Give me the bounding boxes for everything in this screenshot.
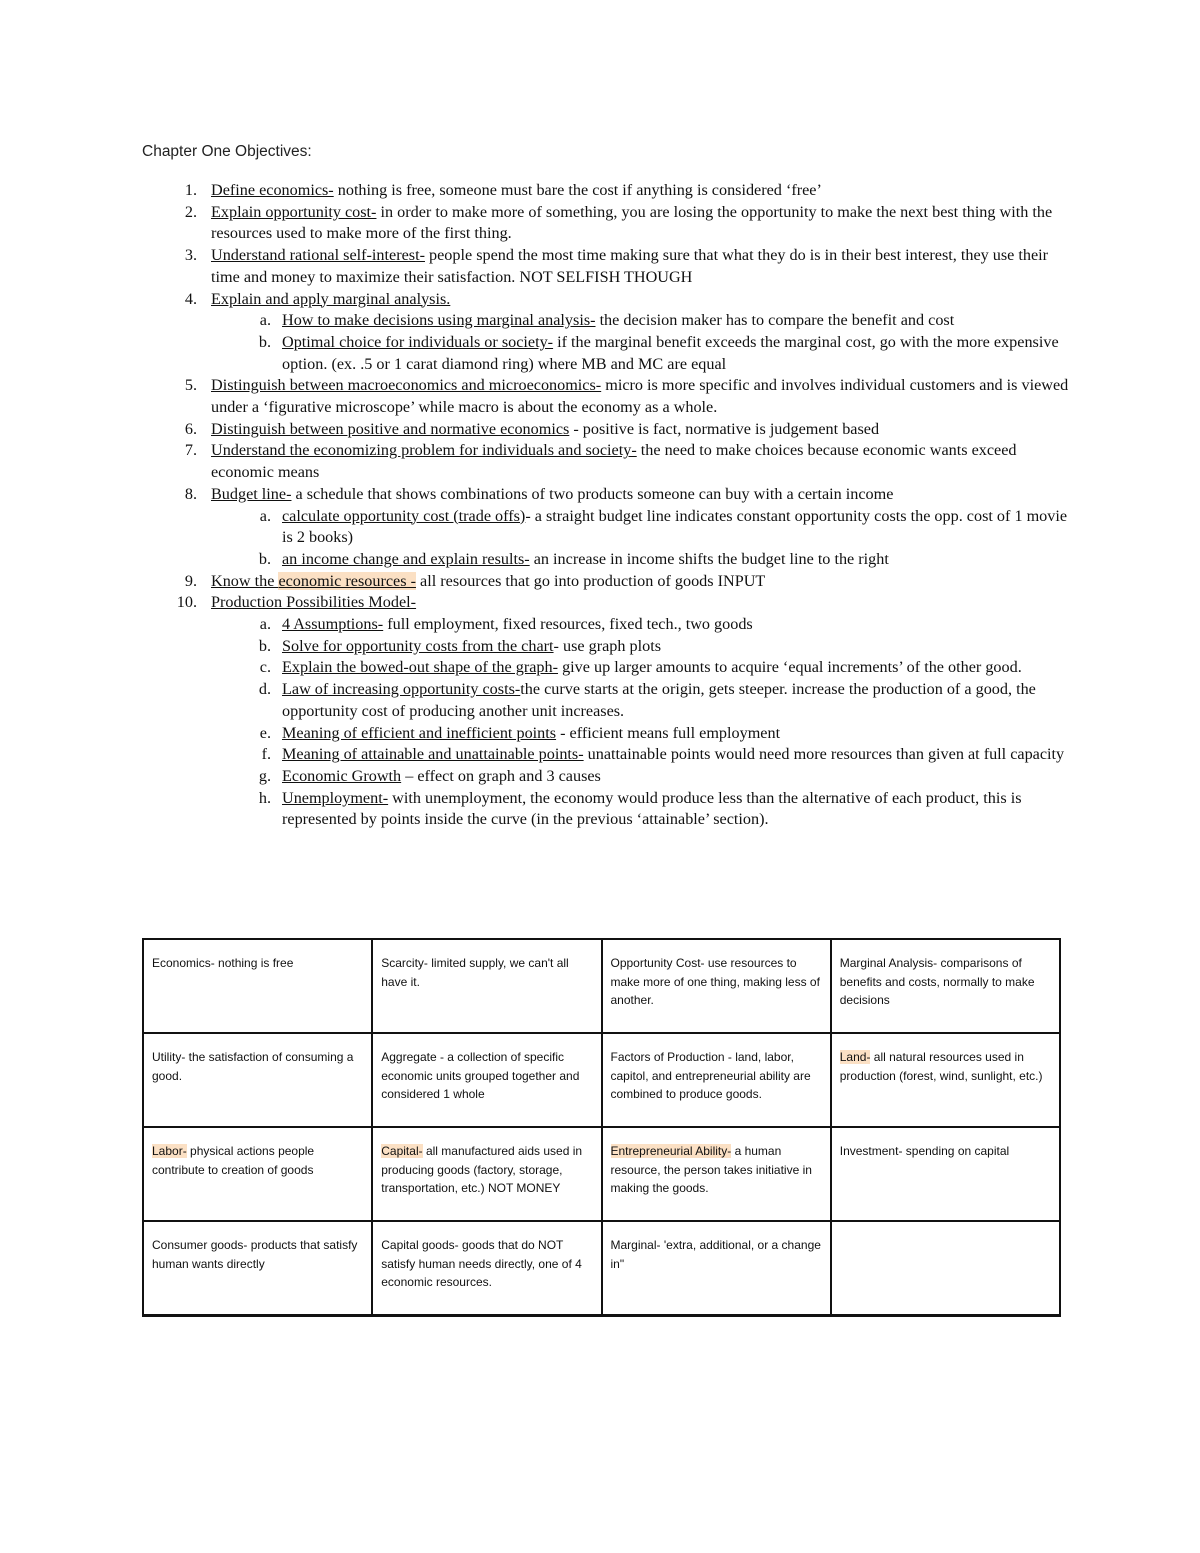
objective-subitem-text: – effect on graph and 3 causes [401,766,601,785]
cell-text: Marginal Analysis- comparisons of benefits and costs, normally to make decisions [839,956,1035,1007]
objective-subitem-text: - efficient means full employment [556,723,781,742]
objective-subitem-number: g. [258,766,271,785]
table-cell [143,1033,372,1127]
objective-subitem-term: Unemployment- [282,788,389,807]
objective-item-text: a schedule that shows combinations of two products someone can buy with a certain income [291,484,894,503]
objective-subitem-number: b. [258,636,271,655]
objective-subitem-text: give up larger amounts to acquire ‘equal increments’ of the other good. [558,658,1022,677]
cell-text: Capital goods- goods that do NOT satisfy human needs directly, one of 4 economic resources. [381,1238,582,1289]
objective-subitem-term: 4 Assumptions- [282,615,384,634]
objective-item [142,180,1072,202]
objective-item-text: all resources that go into production of goods INPUT [415,571,766,590]
objective-item-term: Define economics- [211,181,334,199]
objective-subitem-term: Meaning of efficient and inefficient points [282,723,557,742]
objective-subitem-number: f. [261,745,271,764]
table-row [143,1127,1060,1221]
objective-item-number: 9. [184,571,197,590]
objective-subitem [142,744,1072,766]
objective-subitem [142,766,1072,788]
objective-subitem-text: the decision maker has to compare the benefit and cost [595,311,955,330]
objective-item-term: Budget line- [211,484,292,503]
objective-subitem [142,332,1072,375]
objective-item-term: Production Possibilities Model- [211,593,417,612]
objective-subitem [142,614,1072,636]
objective-subitem-term: Law of increasing opportunity costs- [282,680,521,699]
objective-item-number: 8. [184,484,197,503]
objective-subitem-text: if the marginal benefit exceeds the marginal cost, go with the more expensive option. (ex. .5 or 1 carat diamond ring) where MB and MC are equal [282,332,1059,373]
objective-subitem-text: - use graph plots [553,636,661,655]
table-cell [602,1033,831,1127]
objective-subitem [142,723,1072,745]
objective-subitem-term: How to make decisions using marginal analysis- [282,311,596,330]
objective-item [142,592,1072,831]
objective-item-number: 6. [184,419,197,438]
objective-item-number: 7. [184,441,197,460]
cell-text: Opportunity Cost- use resources to make more of one thing, making less of another. [610,956,820,1007]
table-cell [831,1033,1060,1127]
objective-item [142,375,1072,418]
objective-subitem-term: Optimal choice for individuals or society- [282,332,554,351]
objective-subitem-text: the curve starts at the origin, gets steeper. increase the production of a good, the opportunity cost of producing another unit increases. [282,680,1036,720]
objective-item [142,289,1072,376]
objective-subitem-term: Meaning of attainable and unattainable points- [282,745,584,764]
objective-item-number: 1. [184,181,197,199]
objective-subitem [142,549,1072,571]
objective-item-number: 10. [176,593,197,612]
cell-text: Economics- nothing is free [152,956,294,970]
objective-subitem-number: a. [259,311,271,330]
table-cell [831,1221,1060,1316]
objective-item [142,440,1072,483]
objective-subitem [142,679,1072,722]
objective-item-term: Understand rational self-interest- [211,246,425,265]
objective-subitem-term: an income change and explain results- [282,549,530,568]
objective-subitem-text: with unemployment, the economy would produce less than the alternative of each product, this is represented by points inside the curve (in the previous ‘attainable’ section). [282,788,1022,829]
objective-subitem-number: e. [259,723,271,742]
objective-item-highlight: economic resources - [278,571,416,590]
objective-item-number: 2. [184,202,197,221]
cell-highlight-term: Entrepreneurial Ability- [610,1144,732,1158]
objective-item [142,245,1072,288]
objective-item-term: Explain opportunity cost- [211,202,377,221]
objective-subitem-text: full employment, fixed resources, fixed tech., two goods [383,615,753,634]
cell-highlight-term: Labor- [152,1144,187,1158]
table-cell [372,1127,601,1221]
cell-text: all natural resources used in production (forest, wind, sunlight, etc.) [839,1050,1043,1083]
objective-subitem-number: b. [258,332,271,351]
table-cell [602,939,831,1033]
table-cell [143,939,372,1033]
objective-item-text: people spend the most time making sure that what they do is in their best interest, they use their time and money to maximize their satisfaction. NOT SELFISH THOUGH [211,246,1049,286]
table-cell [143,1221,372,1316]
vocabulary-table [142,938,1061,1317]
objective-subitem-number: c. [259,658,271,677]
objective-subitem-term: Explain the bowed-out shape of the graph- [282,658,559,677]
objective-item-text: in order to make more of something, you are losing the opportunity to make the next best thing with the resources used to make more of the first thing. [211,202,1053,243]
objective-subitem-text: an increase in income shifts the budget line to the right [529,549,889,568]
objective-item [142,202,1072,245]
cell-text: all manufactured aids used in producing goods (factory, storage, transportation, etc.) NOT MONEY [381,1144,583,1195]
objective-item-term: Understand the economizing problem for individuals and society- [211,441,637,460]
table-cell [372,939,601,1033]
objective-subitem-text: - a straight budget line indicates constant opportunity costs the opp. cost of 1 movie is 2 books) [282,506,1068,547]
objective-subitem [142,636,1072,658]
objective-item-text: - positive is fact, normative is judgement based [569,419,880,438]
cell-text: Marginal- 'extra, additional, or a change in" [610,1238,821,1271]
table-cell [831,1127,1060,1221]
objective-subitem-term: calculate opportunity cost (trade offs) [282,506,526,525]
objective-item [142,571,1072,593]
objective-item-text: micro is more specific and involves individual customers and is viewed under a ‘figurative microscope’ while macro is about the economy as a whole. [211,376,1069,417]
cell-text: Scarcity- limited supply, we can't all have it. [381,956,569,989]
objective-item-number: 5. [184,376,197,395]
table-cell [372,1221,601,1316]
objective-item [142,484,1072,571]
table-cell [372,1033,601,1127]
objective-subitem-text: unattainable points would need more resources than given at full capacity [583,745,1065,764]
table-row [143,1033,1060,1127]
table-cell [143,1127,372,1221]
table-cell [831,939,1060,1033]
cell-text: Consumer goods- products that satisfy human wants directly [152,1238,358,1271]
objective-subitem-term: Economic Growth [282,766,402,785]
objective-item-term: Distinguish between macroeconomics and microeconomics- [211,376,602,395]
objective-subitem-term: Solve for opportunity costs from the chart [282,636,554,655]
objective-subitem-number: b. [258,549,271,568]
objective-item-text: nothing is free, someone must bare the cost if anything is considered ‘free’ [333,181,822,199]
page-heading: Chapter One Objectives: [142,143,312,160]
objective-subitem [142,506,1072,549]
objective-subitem-number: a. [259,615,271,634]
objective-subitem-number: a. [259,506,271,525]
objective-subitem [142,657,1072,679]
objective-item-number: 4. [184,289,197,308]
objective-item [142,419,1072,441]
objectives-list [142,180,1072,831]
objective-item-text: the need to make choices because economic wants exceed economic means [211,441,1017,482]
cell-highlight-term: Capital- [381,1144,423,1158]
table-cell [602,1127,831,1221]
objective-item-term: Explain and apply marginal analysis. [211,289,451,308]
cell-text: Investment- spending on capital [839,1144,1010,1158]
cell-text: physical actions people contribute to creation of goods [152,1144,315,1177]
objective-subitem [142,788,1072,831]
table-row [143,939,1060,1033]
cell-text: a human resource, the person takes initiative in making the goods. [610,1144,812,1195]
table-cell [602,1221,831,1316]
objective-subitem-number: h. [258,788,271,807]
cell-text: Factors of Production - land, labor, capitol, and entrepreneurial ability are combined to produce goods. [610,1050,811,1101]
cell-text: Utility- the satisfaction of consuming a good. [152,1050,354,1083]
cell-text: Aggregate - a collection of specific economic units grouped together and considered 1 whole [381,1050,580,1101]
objective-subitem-number: d. [258,680,271,699]
table-row [143,1221,1060,1316]
objective-item-number: 3. [184,246,197,265]
objective-item-term: Distinguish between positive and normative economics [211,419,570,438]
objective-item-term: Know the economic resources - [211,571,416,590]
objective-subitem [142,310,1072,332]
cell-highlight-term: Land- [839,1050,871,1064]
